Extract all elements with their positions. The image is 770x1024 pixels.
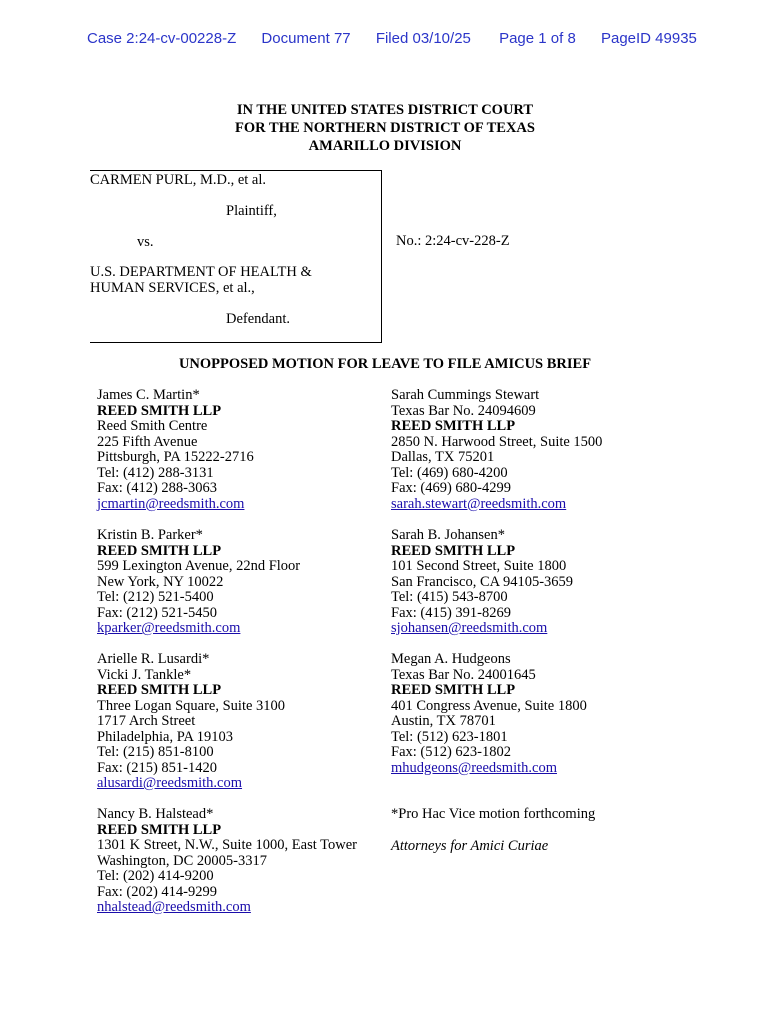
notes-block [391, 807, 595, 854]
attorney-name: Kristin B. Parker* [97, 527, 203, 543]
attorney-block-parker [97, 528, 300, 637]
header-case-number: Case 2:24-cv-00228-Z [87, 30, 237, 47]
plaintiff-name: CARMEN PURL, M.D., et al. [90, 172, 267, 188]
address-line: Washington, DC 20005-3317 [97, 852, 268, 869]
header-page-id: PageID 49935 [600, 30, 697, 47]
firm-name: REED SMITH LLP [391, 682, 516, 698]
email-link[interactable]: sjohansen@reedsmith.com [391, 620, 548, 636]
spacer [391, 823, 595, 839]
fax: Fax: (469) 680-4299 [391, 480, 512, 496]
fax: Fax: (202) 414-9299 [97, 883, 218, 900]
court-line-3: AMARILLO DIVISION [308, 138, 462, 154]
ecf-header [87, 30, 697, 47]
telephone: Tel: (212) 521-5400 [97, 589, 214, 605]
plaintiff-label: Plaintiff, [226, 203, 277, 219]
attorney-block-lusardi-tankle [97, 652, 285, 792]
case-caption-box [90, 170, 382, 343]
email-link[interactable]: jcmartin@reedsmith.com [97, 495, 245, 512]
header-filed-date: Filed 03/10/25 [375, 30, 471, 47]
attorney-name: Nancy B. Halstead* [97, 806, 214, 822]
fax: Fax: (415) 391-8269 [391, 604, 512, 621]
bar-number: Texas Bar No. 24001645 [391, 666, 536, 683]
address-line: 225 Fifth Avenue [97, 433, 198, 450]
versus-label: vs. [137, 234, 154, 250]
attorney-name: Sarah B. Johansen* [391, 527, 505, 543]
attorney-block-johansen [391, 528, 573, 637]
firm-name: REED SMITH LLP [97, 542, 222, 559]
defendant-label: Defendant. [226, 311, 291, 327]
email-link[interactable]: alusardi@reedsmith.com [97, 775, 243, 791]
address-line: 2850 N. Harwood Street, Suite 1500 [391, 433, 603, 450]
email-link[interactable]: nhalstead@reedsmith.com [97, 899, 251, 915]
firm-name: REED SMITH LLP [97, 821, 222, 838]
address-line: 1717 Arch Street [97, 713, 196, 729]
address-line: New York, NY 10022 [97, 573, 224, 590]
fax: Fax: (212) 521-5450 [97, 604, 218, 621]
attorney-block-halstead [97, 807, 357, 916]
email-link[interactable]: kparker@reedsmith.com [97, 620, 241, 636]
email-link[interactable]: mhudgeons@reedsmith.com [391, 759, 557, 776]
address-line: Reed Smith Centre [97, 418, 208, 434]
attorney-name: Sarah Cummings Stewart [391, 387, 540, 403]
address-line: 599 Lexington Avenue, 22nd Floor [97, 558, 301, 574]
telephone: Tel: (415) 543-8700 [391, 589, 508, 605]
defendant-name [90, 264, 312, 296]
firm-name: REED SMITH LLP [391, 542, 516, 559]
attorney-name: Megan A. Hudgeons [391, 651, 511, 667]
address-line: Philadelphia, PA 19103 [97, 728, 234, 745]
fax: Fax: (512) 623-1802 [391, 744, 512, 760]
address-line: Pittsburgh, PA 15222-2716 [97, 449, 254, 465]
motion-title: UNOPPOSED MOTION FOR LEAVE TO FILE AMICUS BRIEF [178, 356, 592, 372]
bar-number: Texas Bar No. 24094609 [391, 402, 536, 419]
attorney-block-stewart [391, 388, 602, 512]
address-line: 1301 K Street, N.W., Suite 1000, East Tower [97, 837, 357, 853]
attorneys-for-note: Attorneys for Amici Curiae [391, 837, 549, 854]
telephone: Tel: (412) 288-3131 [97, 464, 214, 481]
header-page-count: Page 1 of 8 [499, 30, 576, 47]
defendant-name-line-1: U.S. DEPARTMENT OF HEALTH & [90, 264, 312, 280]
firm-name: REED SMITH LLP [97, 402, 222, 419]
attorney-name: Vicki J. Tankle* [97, 666, 192, 683]
firm-name: REED SMITH LLP [97, 682, 222, 698]
court-line-2: FOR THE NORTHERN DISTRICT OF TEXAS [235, 120, 535, 136]
address-line: Dallas, TX 75201 [391, 449, 495, 465]
email-link[interactable]: sarah.stewart@reedsmith.com [391, 495, 567, 512]
telephone: Tel: (215) 851-8100 [97, 744, 214, 760]
address-line: 401 Congress Avenue, Suite 1800 [391, 697, 587, 714]
pro-hac-vice-note: *Pro Hac Vice motion forthcoming [391, 806, 596, 822]
attorney-name: Arielle R. Lusardi* [97, 651, 210, 667]
telephone: Tel: (469) 680-4200 [391, 464, 508, 481]
address-line: San Francisco, CA 94105-3659 [391, 573, 574, 590]
fax: Fax: (412) 288-3063 [97, 480, 218, 496]
defendant-name-line-2: HUMAN SERVICES, et al., [90, 280, 255, 296]
case-number: No.: 2:24-cv-228-Z [396, 233, 510, 249]
fax: Fax: (215) 851-1420 [97, 759, 218, 776]
header-document-number: Document 77 [261, 30, 351, 47]
address-line: Austin, TX 78701 [391, 713, 496, 729]
telephone: Tel: (512) 623-1801 [391, 728, 508, 745]
address-line: Three Logan Square, Suite 3100 [97, 697, 286, 714]
attorney-name: James C. Martin* [97, 387, 200, 403]
address-line: 101 Second Street, Suite 1800 [391, 558, 567, 574]
attorney-block-martin [97, 388, 254, 512]
firm-name: REED SMITH LLP [391, 418, 516, 434]
attorney-block-hudgeons [391, 652, 587, 776]
telephone: Tel: (202) 414-9200 [97, 868, 214, 884]
court-heading [0, 101, 770, 155]
court-line-1: IN THE UNITED STATES DISTRICT COURT [236, 102, 534, 118]
